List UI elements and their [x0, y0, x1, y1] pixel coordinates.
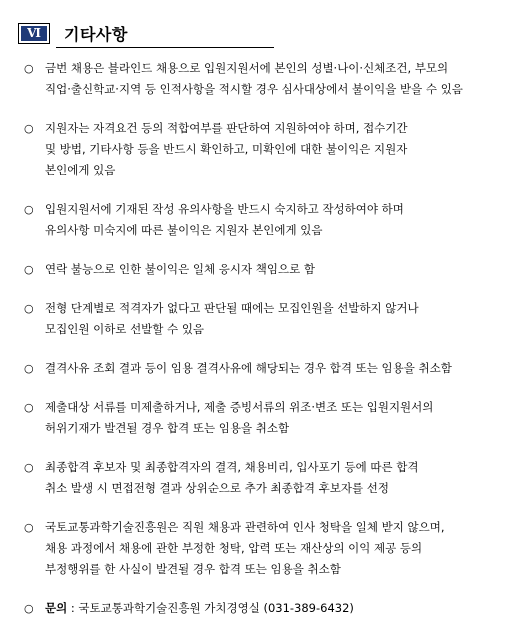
notice-text-line: 제출대상 서류를 미제출하거나, 제출 증빙서류의 위조·변조 또는 입원지원서의 [45, 400, 434, 414]
contact-separator: : [67, 601, 79, 615]
section-header [18, 20, 274, 48]
notice-list [24, 58, 502, 637]
notice-text-line: 유의사항 미숙지에 따른 불이익은 지원자 본인에게 있음 [45, 223, 323, 237]
section-number: Ⅵ [21, 26, 47, 41]
bullet-circle-icon: ○ [24, 401, 34, 414]
notice-text-line: 연락 불능으로 인한 불이익은 일체 응시자 책임으로 함 [45, 262, 315, 276]
notice-text-line: 전형 단계별로 적격자가 없다고 판단될 때에는 모집인원을 선발하지 않거나 [45, 301, 419, 315]
notice-item [24, 457, 502, 499]
bullet-circle-icon: ○ [24, 62, 34, 75]
notice-item [24, 397, 502, 439]
notice-text-line: 지원자는 자격요건 등의 적합여부를 판단하여 지원하여야 하며, 접수기간 [45, 121, 408, 135]
notice-text-line: 허위기재가 발견될 경우 합격 또는 임용을 취소함 [45, 421, 290, 435]
bullet-circle-icon: ○ [24, 203, 34, 216]
notice-item [24, 259, 502, 280]
contact-label: 문의 [45, 601, 68, 615]
notice-item [24, 358, 502, 379]
notice-item [24, 517, 502, 580]
notice-text-line: 모집인원 이하로 선발할 수 있음 [45, 322, 205, 336]
notice-text-line: 직업·출신학교·지역 등 인적사항을 적시할 경우 심사대상에서 불이익을 받을 수 있음 [45, 82, 463, 96]
notice-text-line: 본인에게 있음 [45, 163, 116, 177]
bullet-circle-icon: ○ [24, 302, 34, 315]
bullet-circle-icon: ○ [24, 122, 34, 135]
title-underline [56, 47, 274, 48]
notice-text-line: 결격사유 조회 결과 등이 임용 결격사유에 해당되는 경우 합격 또는 임용을 취소함 [45, 361, 452, 375]
contact-item [24, 598, 502, 619]
notice-text-line: 채용 과정에서 채용에 관한 부정한 청탁, 압력 또는 재산상의 이익 제공 등의 [45, 541, 423, 555]
notice-item [24, 58, 502, 100]
notice-text-line: 입원지원서에 기재된 작성 유의사항을 반드시 숙지하고 작성하여야 하며 [45, 202, 404, 216]
notice-item [24, 118, 502, 181]
bullet-circle-icon: ○ [24, 602, 34, 615]
bullet-circle-icon: ○ [24, 521, 34, 534]
notice-text-line: 최종합격 후보자 및 최종합격자의 결격, 채용비리, 입사포기 등에 따른 합격 [45, 460, 419, 474]
notice-text-line: 금번 채용은 블라인드 채용으로 입원지원서에 본인의 성별·나이·신체조건, 부모의 [45, 61, 449, 75]
notice-text-line: 취소 발생 시 면접전형 결과 상위순으로 추가 최종합격 후보자를 선정 [45, 481, 389, 495]
bullet-circle-icon: ○ [24, 263, 34, 276]
section-title: 기타사항 [64, 25, 128, 44]
notice-text-line: 부정행위를 한 사실이 발견될 경우 합격 또는 임용을 취소함 [45, 562, 341, 576]
notice-text-line: 국토교통과학기술진흥원은 직원 채용과 관련하여 인사 청탁을 일체 받지 않으며, [45, 520, 445, 534]
notice-text-line: 및 방법, 기타사항 등을 반드시 확인하고, 미확인에 대한 불이익은 지원자 [45, 142, 408, 156]
bullet-circle-icon: ○ [24, 362, 34, 375]
bullet-circle-icon: ○ [24, 461, 34, 474]
notice-item [24, 298, 502, 340]
contact-value: 국토교통과학기술진흥원 가치경영실 (031-389-6432) [78, 601, 354, 615]
section-number-badge [18, 23, 50, 44]
notice-item [24, 199, 502, 241]
